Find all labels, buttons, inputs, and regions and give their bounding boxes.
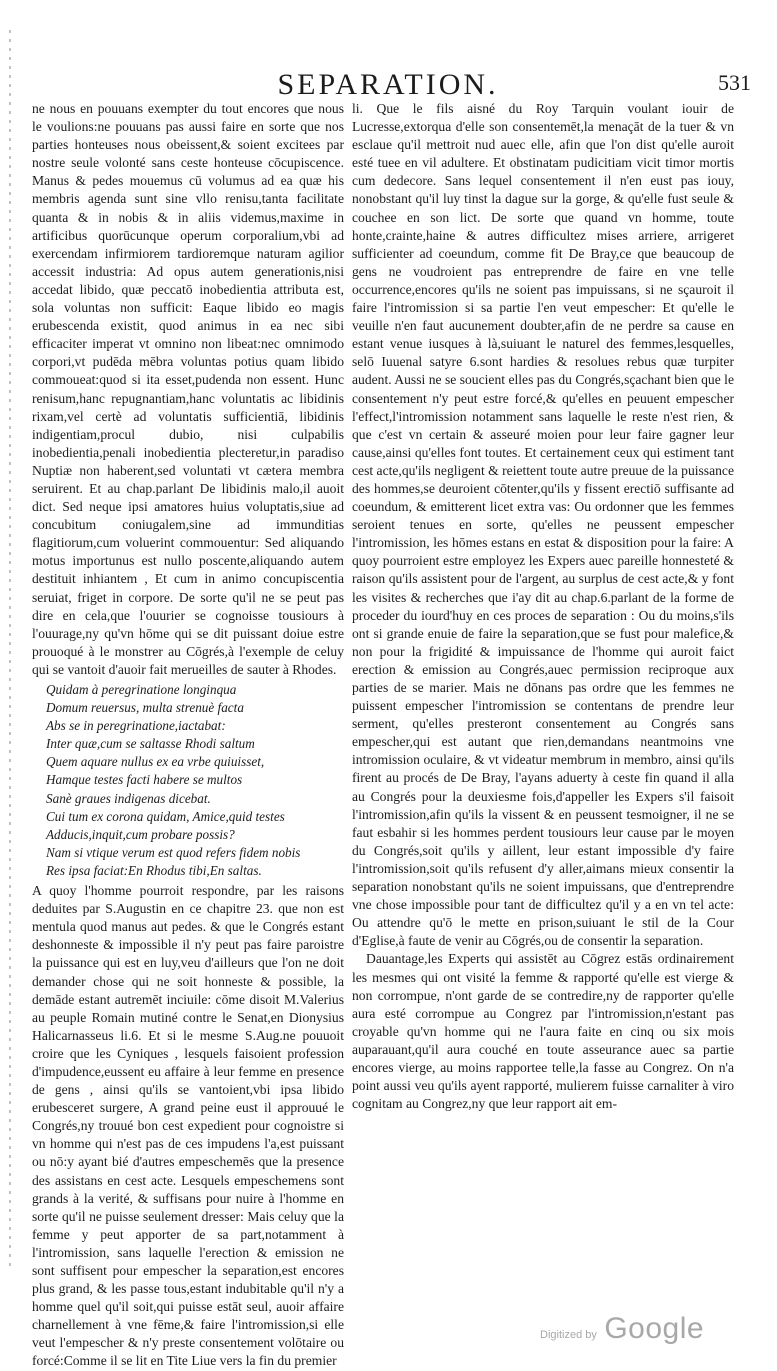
watermark-prefix: Digitized by xyxy=(540,1329,597,1341)
page-gutter-edge xyxy=(9,30,11,1270)
verse-line: Abs se in peregrinatione,iactabat: xyxy=(46,718,226,734)
verse-line: Quem aquare nullus ex ea vrbe quiuisset, xyxy=(46,754,265,770)
digitized-by-google-watermark xyxy=(540,1312,704,1346)
left-paragraph-2: A quoy l'homme pourroit respondre, par les raisons deduites par S.Augustin en ce chapitre 23. que non est mentula quod manus aut pedes. & que le Congrés estant deshonneste & impossible il n'y peut pas faire paroistre la puissance qui est en luy,veu d'ailleurs que l'on ne doit demander chose qui ne soit honneste & possible, la demāde estant autremēt inciuile: cōme disoit M.Valerius au peuple Romain mutiné contre le Senat,en Dionysius Halicarnasseus li.6. Et si le mesme S.Aug.ne pouuoit croire que les Cyniques , lesquels faisoient profession d'impudence,eussent eu affaire à leur femme en presence de gens , ainsi qu'ils se vantoient,vbi ipsa libido erubesceret surgere, A grand peine eust il approuué le Congrés,ny trouué bon cest expedient pour cognoistre si vn homme qui n'est pas de ces impudens l'a,est puissant ou nō:y ayant bié d'autres empeschemēs que la presence des assistans en cest acte. Lesquels empeschemens sont grands à la verité, & suffisans pour nuire à l'homme en sorte qu'il ne puisse seulement dresser: Mais celuy que la femme y peut apporter de sa part,notamment à l'intromission, sans laquelle l'erection & emission ne sont suffisent pour empescher la separation,est encores plus grand, & les passe tous,estant indubitable qu'il n'y a homme quel qu'il soit,qui puisse estāt seul, auoir affaire charnellement à vne fēme,& faire l'intromission,si elle veut l'empescher & n'y preste consentement volōtaire ou forcé:Comme il se lit en Tite Liue vers la fin du premier xyxy=(32,883,344,1369)
latin-verse xyxy=(46,681,344,880)
running-header-title: SEPARATION. xyxy=(277,68,499,101)
verse-line: Nam si vtique verum est quod refers fidem nobis xyxy=(46,844,301,860)
left-text-column xyxy=(32,100,344,1369)
right-paragraph-1: li. Que le fils aisné du Roy Tarquin voulant iouir de Lucresse,extorqua d'elle son consentemēt,la menaçāt de la tuer & vn esclaue qu'il mettroit nud auec elle, afin que l'on dist qu'elle auroit esté tuee en vil adultere. Et obstinatam pudicitiam vicit timor mortis cum dedecore. Sans lequel consentement il n'en eust pas iouy, nonobstant qu'il luy tinst la dague sur la gorge, & qu'elle fust seule & couchee en son lict. De sorte que quand vn homme, toute honte,crainte,haine & autres difficultez mises arriere, arrigeret sufficienter ad coeundum, comme fit De Bray,ce que beaucoup de gens ne voudroient pas entreprendre de faire en vne telle occurrence,encores qu'ils ne soient pas impuissans, si ne sçauroit il faire l'intromission si sa partie l'en veut empescher: Et qu'elle le veuille n'en faut aucunement doubter,afin de ne perdre sa cause en estant venue iusques à là,suiuant le naturel des femmes,lesquelles, selō Iuuenal satyre 6.sont hardies & resolues rebus quæ turpiter audent. Aussi ne se soucient elles pas du Congrés,sçachant bien que le consentement n'y peut estre forcé,& qu'elles en peuuent empescher l'effect,l'intromission notamment sans laquelle le reste n'est rien, & que c'est vn certain & asseuré moien pour leur faire gagner leur cause,ainsi qu'elles font toutes. Et certainement ceux qui estiment tant cest acte,qu'ils negligent & reiettent toute autre preuue de la puissance des hommes,se deuroient cōtenter,qu'ils y fissent erectiō suffisante ad coeundum, & emitterent licet extra vas: Ou ordonner que les femmes seroient tenues en sorte, qu'elles ne peussent empescher l'intromission, les hōmes estans en estat & disposition pour la faire: A quoy pourroient estre employez les Expers auec pareille honnesteté & raison qu'ils assistent pour de l'argent, au surplus de cest acte,& y font les visites & recherches que i'ay dit au chap.6.parlant de la forme de proceder du iourd'huy en ces proces de separation : Ou du moins,s'ils ont si grande enuie de faire la separation,que se fust pour malefice,& non pour la frigidité & impuissance de l'homme qui auroit faict erection & emission au Congrés,auec permission reciproque aux parties de se marier. Mais ne dōnans pas ordre que les femmes ne puissent empescher l'intromission se contentans de prendre leur serment, qu'elles presteront consentement au Congrés sans empescher,qui est autant que rien,demandans neantmoins vne intromission oculaire, & vt videatur membrum in membro, ainsi qu'ils firent au procés de De Bray, l'ayans aduerty à ceste fin quand il alla au Congrés pour la deuxiesme fois,d'appeller les Expers s'il faisoit l'intromission,afin qu'ils la vissent & en peussent tesmoigner, il ne se faut esbahir si les hommes perdent tousiours leur cause par le moyen du Congrés,soit qu'ils y aillent, leur estant impossible d'y faire l'intromission,soit qu'ils refusent d'y aller,aimans mieux consentir la separation nonobstant qu'ils ne soient impuissans, que d'entreprendre vne chose impossible pour tant de difficultez qu'il y a en vn tel acte: Ou attendre qu'ō le mette en prison,suiuant le stil de la Cour d'Eglise,à faute de venir au Cōgrés,ou de consentir la separation. xyxy=(352,101,734,949)
verse-line: Adducis,inquit,cum probare possis? xyxy=(46,826,235,842)
left-paragraph-1: ne nous en pouuans exempter du tout encores que nous le voulions:ne pouuans pas aussi faire en sorte que nos parties honteuses nous obeissent,& soient excitees par nostre seule volonté sans ceste honteuse cōcupiscence. Manus & pedes mouemus cū volumus ad ea quæ his membris agenda sunt sine vllo renisu,tanta facilitate quanta & in nobis & in aliis videmus,maxime in artificibus quorūcunque operum corporalium,vbi ad exercendam infirmiorem tardioremque naturam agilior accessit industria: Ad opus autem generationis,nisi accedat libido, quæ peccatō inobedientia attributa est, sola voluntas non sufficit: Eaque libido eo magis erubescenda existit, quod animus in ea nec sibi efficaciter imperat vt omnino non libeat:nec omnimodo corpori,vt pudēda mēbra voluntas potius quam libido commoueat:quod si ita esset,pudenda non essent. Hunc renisum,hanc repugnantiam,hanc voluntatis ac libidinis rixam,vel certè ad voluntatis sufficientiā, libidinis indigentiam,procul dubio, nisi culpabilis inobedientia,penali inobedientia plecteretur,in paradiso Nuptiæ non haberent,sed voluntati vt cætera membra seruirent. Et au chap.parlant De libidinis malo,il auoit dict. Sed neque ipsi amatores huius voluptatis,siue ad concubitum coniugalem,sine ad immunditias flagitiorum,cum voluerint commouentur: Sed aliquando motus importunus est nullo poscente,aliquando autem destituit inhiantem , Et cum in animo concupiscentia seruiat, friget in corpore. De sorte qu'il ne se peut pas dire en cela,que l'ouurier se cognoisse tousiours à l'ouurage,ny qu'vn hōme qui se dit puissant doiue estre prouoqué à le monstrer au Cōgrés,à l'exemple de celuy qui se vantoit d'auoir fait merueilles de sauter à Rhodes. xyxy=(32,101,344,677)
verse-line: Hamque testes facti habere se multos xyxy=(46,772,243,788)
verse-line: Res ipsa faciat:En Rhodus tibi,En saltas. xyxy=(46,862,262,878)
verse-line: Sanè graues indigenas dicebat. xyxy=(46,790,211,806)
google-logo-text: Google xyxy=(604,1312,705,1345)
verse-line: Cui tum ex corona quidam, Amice,quid testes xyxy=(46,808,285,824)
verse-line: Inter quæ,cum se saltasse Rhodi saltum xyxy=(46,736,255,752)
verse-line: Quidam à peregrinatione longinqua xyxy=(46,682,237,697)
verse-line: Domum reuersus, multa strenuè facta xyxy=(46,700,244,716)
right-paragraph-2: Dauantage,les Experts qui assistēt au Cōgrez estās ordinairement les mesmes qui ont visité la femme & rapporté qu'elle est vierge & non corrompue, n'ont garde de se contredire,ny de rapporter qu'elle aura esté corrompue au Congrez par l'intromission,n'estant pas croyable qu'vn homme qui ne l'aura faite en cinq ou six mois auparauant,qu'il aura couché en toute asseurance auec sa partie encores vierge, au moins rapportee telle,la fasse au Congrez. On n'a point aussi veu qu'ils ayent rapporté, mulierem fuisse carnaliter à viro cognitam au Congrez,ny que leur rapport ait em- xyxy=(352,951,734,1112)
page-number: 531 xyxy=(718,70,751,95)
right-text-column xyxy=(352,100,734,1320)
